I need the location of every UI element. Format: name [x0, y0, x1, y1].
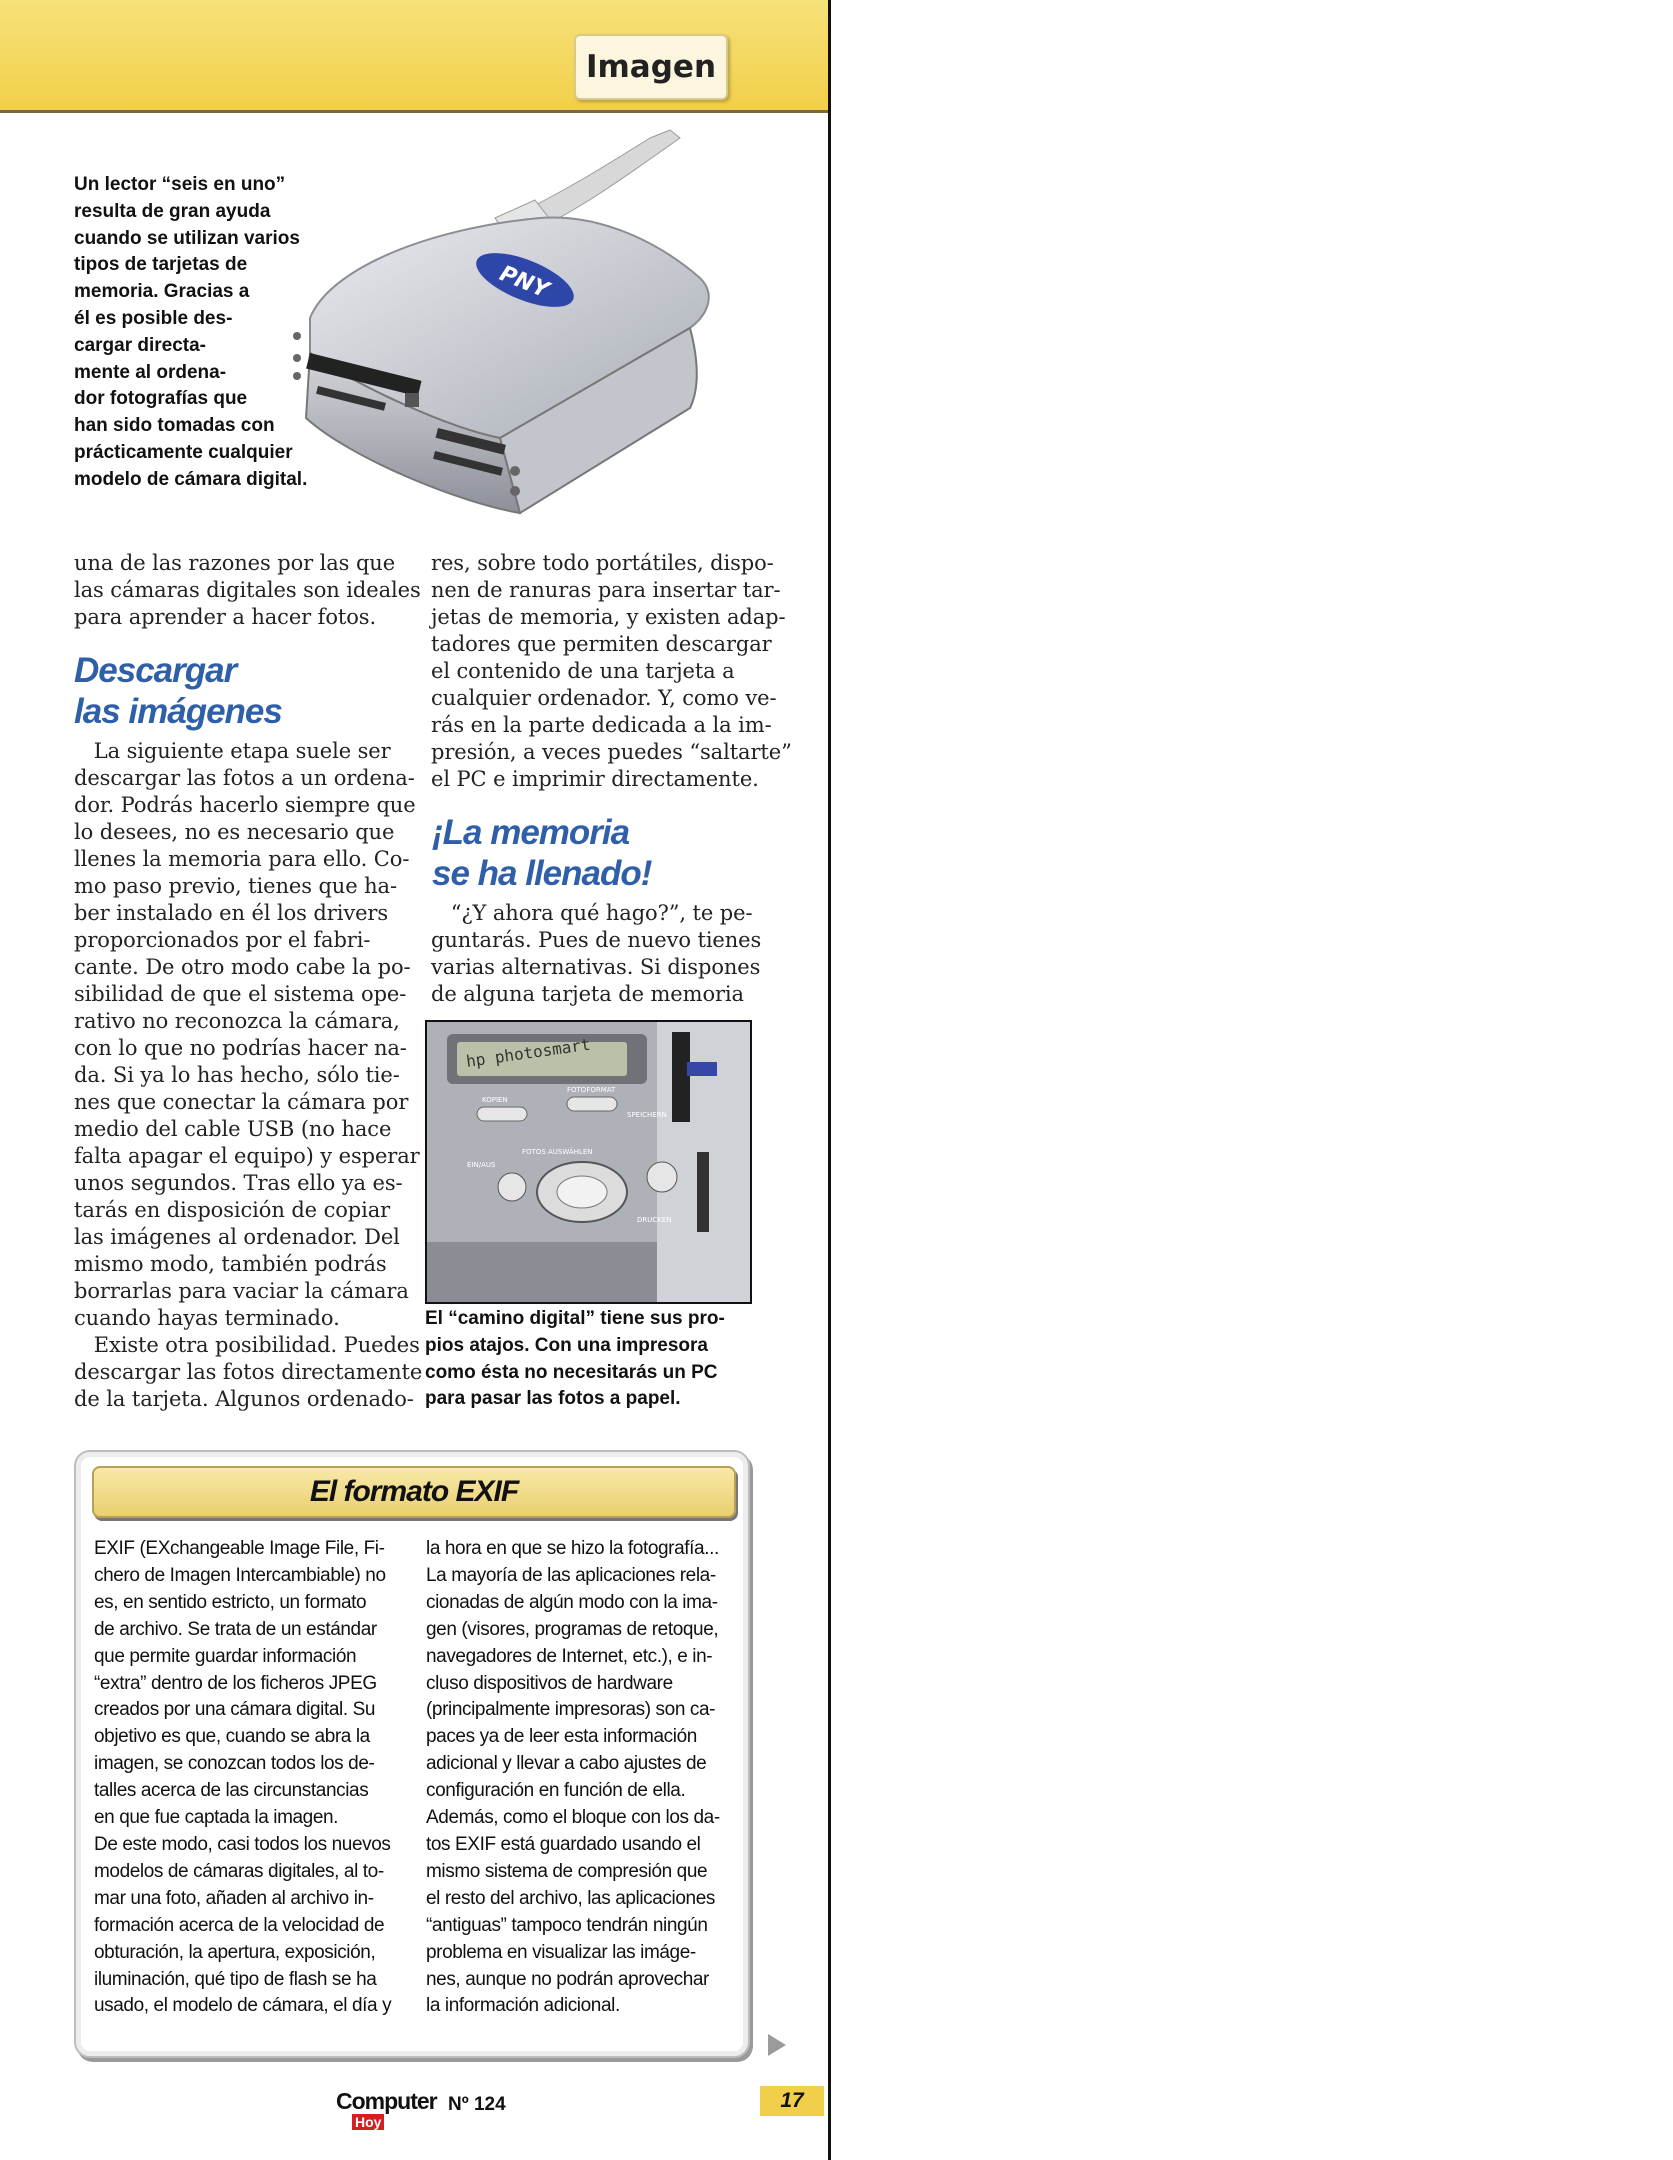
caption-line: para pasar las fotos a papel. [425, 1388, 681, 1410]
text-line: (principalmente impresoras) son ca- [426, 1699, 716, 1721]
text-line: talles acerca de las circunstancias [94, 1780, 369, 1802]
text-line: jetas de memoria, y existen adap- [431, 605, 786, 629]
text-line: con lo que no podrías hacer na- [74, 1036, 407, 1060]
text-line: una de las razones por las que [74, 551, 396, 575]
printer-button-label: SPEICHERN [627, 1111, 667, 1119]
reader-brand-logo: PNY [495, 261, 553, 304]
text-line: res, sobre todo portátiles, dispo- [431, 551, 774, 575]
text-line: de la tarjeta. Algunos ordenado- [74, 1387, 414, 1411]
text-line: adicional y llevar a cabo ajustes de [426, 1753, 707, 1775]
issue-number: Nº 124 [448, 2094, 506, 2115]
caption-line: resulta de gran ayuda [74, 200, 271, 222]
text-line: obturación, la apertura, exposición, [94, 1941, 376, 1963]
text-line: Existe otra posibilidad. Puedes [74, 1333, 420, 1357]
caption-line: han sido tomadas con [74, 415, 275, 437]
lcd-display-text: hp photosmart [464, 1034, 592, 1071]
text-line: guntarás. Pues de nuevo tienes [431, 928, 762, 952]
text-line: chero de Imagen Intercambiable) no [94, 1564, 386, 1586]
printer-button-label: FOTOFORMAT [567, 1086, 616, 1094]
caption-line: como ésta no necesitarás un PC [425, 1361, 718, 1383]
printer-button-label: EIN/AUS [467, 1161, 496, 1169]
text-line: tarás en disposición de copiar [74, 1198, 391, 1222]
text-line: cante. De otro modo cabe la po- [74, 955, 411, 979]
exif-column-1 [94, 1536, 391, 2020]
text-line: las cámaras digitales son ideales [74, 578, 421, 602]
text-line: da. Si ya lo has hecho, sólo tie- [74, 1063, 400, 1087]
text-line: EXIF (EXchangeable Image File, Fi- [94, 1538, 385, 1559]
heading-line: se ha llenado! [432, 854, 652, 893]
text-line: “extra” dentro de los ficheros JPEG [94, 1672, 377, 1694]
exif-box-title: El formato EXIF [92, 1466, 736, 1518]
caption-line: El “camino digital” tiene sus pro- [425, 1308, 725, 1329]
text-line: en que fue captada la imagen. [94, 1807, 339, 1829]
text-line: falta apagar el equipo) y esperar [74, 1144, 420, 1168]
text-line: dor. Podrás hacerlo siempre que [74, 793, 416, 817]
text-line: formación acerca de la velocidad de [94, 1914, 385, 1936]
caption-line: memoria. Gracias a [74, 281, 250, 303]
text-line: “antiguas” tampoco tendrán ningún [426, 1914, 708, 1936]
exif-column-2 [426, 1536, 720, 2020]
text-line: nes que conectar la cámara por [74, 1090, 409, 1114]
caption-line: cargar directa- [74, 334, 207, 356]
text-line: varias alternativas. Si dispones [431, 955, 761, 979]
heading-line: ¡La memoria [432, 813, 630, 852]
text-line: descargar las fotos a un ordena- [74, 766, 415, 790]
caption-line: modelo de cámara digital. [74, 468, 308, 490]
text-line: el resto del archivo, las aplicaciones [426, 1887, 715, 1909]
caption-line: dor fotografías que [74, 388, 248, 410]
text-line: configuración en función de ella. [426, 1780, 686, 1802]
caption-line: pios atajos. Con una impresora [425, 1334, 708, 1356]
caption-line: Un lector “seis en uno” [74, 174, 286, 195]
text-line: proporcionados por el fabri- [74, 928, 371, 952]
text-line: la información adicional. [426, 1995, 620, 2017]
text-line: de archivo. Se trata de un estándar [94, 1618, 377, 1640]
text-line: tos EXIF está guardado usando el [426, 1833, 701, 1855]
text-line: paces ya de leer esta información [426, 1726, 697, 1748]
text-line: de alguna tarjeta de memoria [431, 982, 744, 1006]
heading-line: Descargar [74, 651, 237, 690]
text-line: usado, el modelo de cámara, el día y [94, 1995, 392, 2017]
caption-line: cuando se utilizan varios [74, 227, 300, 249]
text-line: La siguiente etapa suele ser [74, 739, 391, 763]
header-band [0, 0, 828, 113]
printer-button-label: DRUCKEN [637, 1216, 672, 1224]
text-line: descargar las fotos directamente [74, 1360, 423, 1384]
column-2-body [431, 900, 762, 1008]
text-line: cuando hayas terminado. [74, 1306, 340, 1330]
caption-line: mente al ordena- [74, 361, 227, 383]
text-line: “¿Y ahora qué hago?”, te pe- [431, 901, 753, 925]
reader-caption [74, 172, 307, 494]
section-label: Imagen [574, 34, 728, 100]
text-line: el PC e imprimir directamente. [431, 767, 759, 791]
text-line: mo paso previo, tienes que ha- [74, 874, 397, 898]
text-line: modelos de cámaras digitales, al to- [94, 1860, 384, 1882]
printer-illustration [427, 1022, 750, 1302]
heading-descargar [74, 650, 282, 732]
text-line: cionadas de algún modo con la ima- [426, 1591, 718, 1613]
text-line: que permite guardar información [94, 1645, 357, 1667]
text-line: ber instalado en él los drivers [74, 901, 389, 925]
text-line: creados por una cámara digital. Su [94, 1699, 376, 1721]
text-line: gen (visores, programas de retoque, [426, 1618, 719, 1640]
heading-memoria [432, 812, 651, 894]
printer-photo [425, 1020, 752, 1304]
text-line: mismo sistema de compresión que [426, 1860, 708, 1882]
page-number: 17 [760, 2086, 824, 2116]
text-line: mismo modo, también podrás [74, 1252, 387, 1276]
text-line: problema en visualizar las imáge- [426, 1941, 696, 1963]
continue-arrow-icon [768, 2034, 786, 2056]
text-line: objetivo es que, cuando se abra la [94, 1726, 370, 1748]
text-line: para aprender a hacer fotos. [74, 605, 377, 629]
text-line: sibilidad de que el sistema ope- [74, 982, 407, 1006]
text-line: cluso dispositivos de hardware [426, 1672, 673, 1694]
text-line: la hora en que se hizo la fotografía... [426, 1538, 719, 1559]
column-1-body [74, 738, 423, 1413]
computer-hoy-logo [336, 2088, 437, 2130]
text-line: borrarlas para vaciar la cámara [74, 1279, 409, 1303]
text-line: nen de ranuras para insertar tar- [431, 578, 781, 602]
text-line: llenes la memoria para ello. Co- [74, 847, 410, 871]
text-line: tadores que permiten descargar [431, 632, 772, 656]
text-line: rativo no reconozca la cámara, [74, 1009, 400, 1033]
printer-button-label: FOTOS AUSWÄHLEN [522, 1148, 593, 1156]
text-line: Además, como el bloque con los da- [426, 1807, 720, 1829]
column-1-intro [74, 550, 421, 631]
text-line: medio del cable USB (no hace [74, 1117, 392, 1141]
text-line: lo desees, no es necesario que [74, 820, 395, 844]
heading-line: las imágenes [74, 692, 282, 731]
text-line: nes, aunque no podrán aprovechar [426, 1968, 709, 1990]
caption-line: tipos de tarjetas de [74, 254, 248, 276]
text-line: De este modo, casi todos los nuevos [94, 1833, 391, 1855]
logo-main-text: Computer [336, 2088, 437, 2114]
exif-sidebar-box [74, 1450, 750, 2058]
text-line: cualquier ordenador. Y, como ve- [431, 686, 777, 710]
caption-line: prácticamente cualquier [74, 441, 293, 463]
text-line: el contenido de una tarjeta a [431, 659, 735, 683]
text-line: imagen, se conozcan todos los de- [94, 1753, 375, 1775]
column-2-intro [431, 550, 792, 793]
text-line: unos segundos. Tras ello ya es- [74, 1171, 403, 1195]
text-line: mar una foto, añaden al archivo in- [94, 1887, 374, 1909]
text-line: las imágenes al ordenador. Del [74, 1225, 400, 1249]
caption-line: él es posible des- [74, 307, 233, 329]
logo-sub-text: Hoy [352, 2114, 384, 2130]
text-line: La mayoría de las aplicaciones rela- [426, 1564, 716, 1586]
text-line: navegadores de Internet, etc.), e in- [426, 1645, 713, 1667]
printer-button-label: KOPIEN [482, 1096, 508, 1104]
card-reader-image [270, 118, 830, 538]
magazine-page [0, 0, 831, 2160]
text-line: iluminación, qué tipo de flash se ha [94, 1968, 377, 1990]
text-line: es, en sentido estricto, un formato [94, 1591, 367, 1613]
text-line: presión, a veces puedes “saltarte” [431, 740, 792, 764]
printer-caption [425, 1306, 725, 1413]
text-line: rás en la parte dedicada a la im- [431, 713, 772, 737]
